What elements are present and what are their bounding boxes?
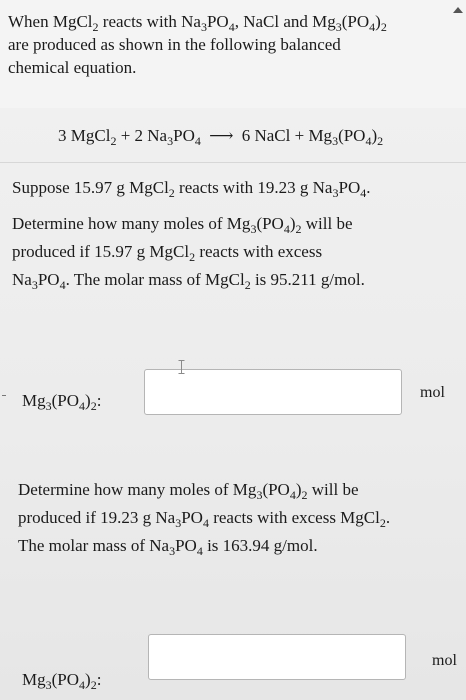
subscript: 3 [250, 222, 257, 236]
question2-line-2: produced if 19.23 g $Na_3PO_4$ reacts with excess MgCl$_2$. [18, 508, 391, 530]
question2-answer-label: $Mg_3(PO_4)_2$: [22, 670, 102, 692]
subscript: 2 [301, 488, 308, 502]
subscript: 4 [59, 278, 66, 292]
subscript: 4 [79, 399, 86, 413]
intro-line-3: chemical equation. [8, 58, 137, 77]
equation-products: 6 NaCl + $Mg_3(PO_4)_2$ [241, 126, 384, 148]
equation-reactants: 3 MgCl$_2$ + 2 $Na_3PO_4$ [58, 126, 201, 148]
question1-line-3: $Na_3PO_4$. The molar mass of MgCl$_2$ is 95.211 g/mol. [12, 270, 365, 292]
subscript: 4 [196, 544, 203, 558]
subscript: 4 [283, 222, 290, 236]
subscript: 4 [369, 20, 376, 34]
subscript: 4 [360, 186, 367, 200]
intro-line-2: are produced as shown in the following balanced [8, 35, 341, 54]
subscript: 2 [244, 278, 251, 292]
subscript: 2 [189, 250, 196, 264]
question2-line-1: Determine how many moles of $Mg_3(PO_4)_2$ will be [18, 480, 359, 502]
subscript: 3 [169, 544, 176, 558]
question2-answer-input[interactable] [148, 634, 406, 680]
subscript: 4 [194, 134, 201, 148]
subscript: 3 [335, 20, 342, 34]
subscript: 2 [90, 399, 97, 413]
subscript: 2 [92, 20, 99, 34]
subscript: 2 [168, 186, 175, 200]
subscript: 3 [332, 134, 339, 148]
subscript: 4 [289, 488, 296, 502]
subscript: 3 [175, 516, 182, 530]
subscript: 4 [228, 20, 235, 34]
question1-answer-label: $Mg_3(PO_4)_2$: [22, 391, 102, 413]
subscript: 2 [90, 678, 97, 692]
subscript: 4 [79, 678, 86, 692]
question1-line-2: produced if 15.97 g MgCl$_2$ reacts with excess [12, 242, 323, 264]
subscript: 3 [256, 488, 263, 502]
subscript: 2 [295, 222, 302, 236]
margin-mark [2, 395, 6, 396]
subscript: 2 [380, 20, 387, 34]
subscript: 3 [332, 186, 339, 200]
subscript: 2 [377, 134, 384, 148]
section-divider [0, 162, 466, 163]
question2-unit: mol [432, 652, 457, 669]
subscript: 3 [31, 278, 38, 292]
question1-unit: mol [420, 384, 445, 401]
balanced-equation [58, 124, 383, 147]
question1-line-1: Determine how many moles of $Mg_3(PO_4)_2$ will be [12, 214, 353, 236]
subscript: 3 [200, 20, 207, 34]
reaction-arrow-icon: ⟶ [209, 126, 234, 145]
subscript: 4 [365, 134, 372, 148]
subscript: 2 [379, 516, 386, 530]
intro-line-1: When MgCl$_2$ reacts with $Na_3PO_4$, NaCl and $Mg_3(PO_4)_2$ [8, 12, 387, 34]
question2-line-3: The molar mass of $Na_3PO_4$ is 163.94 g/mol. [18, 536, 318, 558]
subscript: 4 [202, 516, 209, 530]
subscript: 3 [45, 678, 52, 692]
subscript: 2 [110, 134, 117, 148]
subscript: 3 [167, 134, 174, 148]
scroll-up-icon[interactable] [453, 7, 463, 13]
given-masses: Suppose 15.97 g MgCl$_2$ reacts with 19.23 g $Na_3PO_4$. [12, 178, 371, 200]
text-cursor-icon [178, 360, 185, 374]
question1-answer-input[interactable] [144, 369, 402, 415]
subscript: 3 [45, 399, 52, 413]
